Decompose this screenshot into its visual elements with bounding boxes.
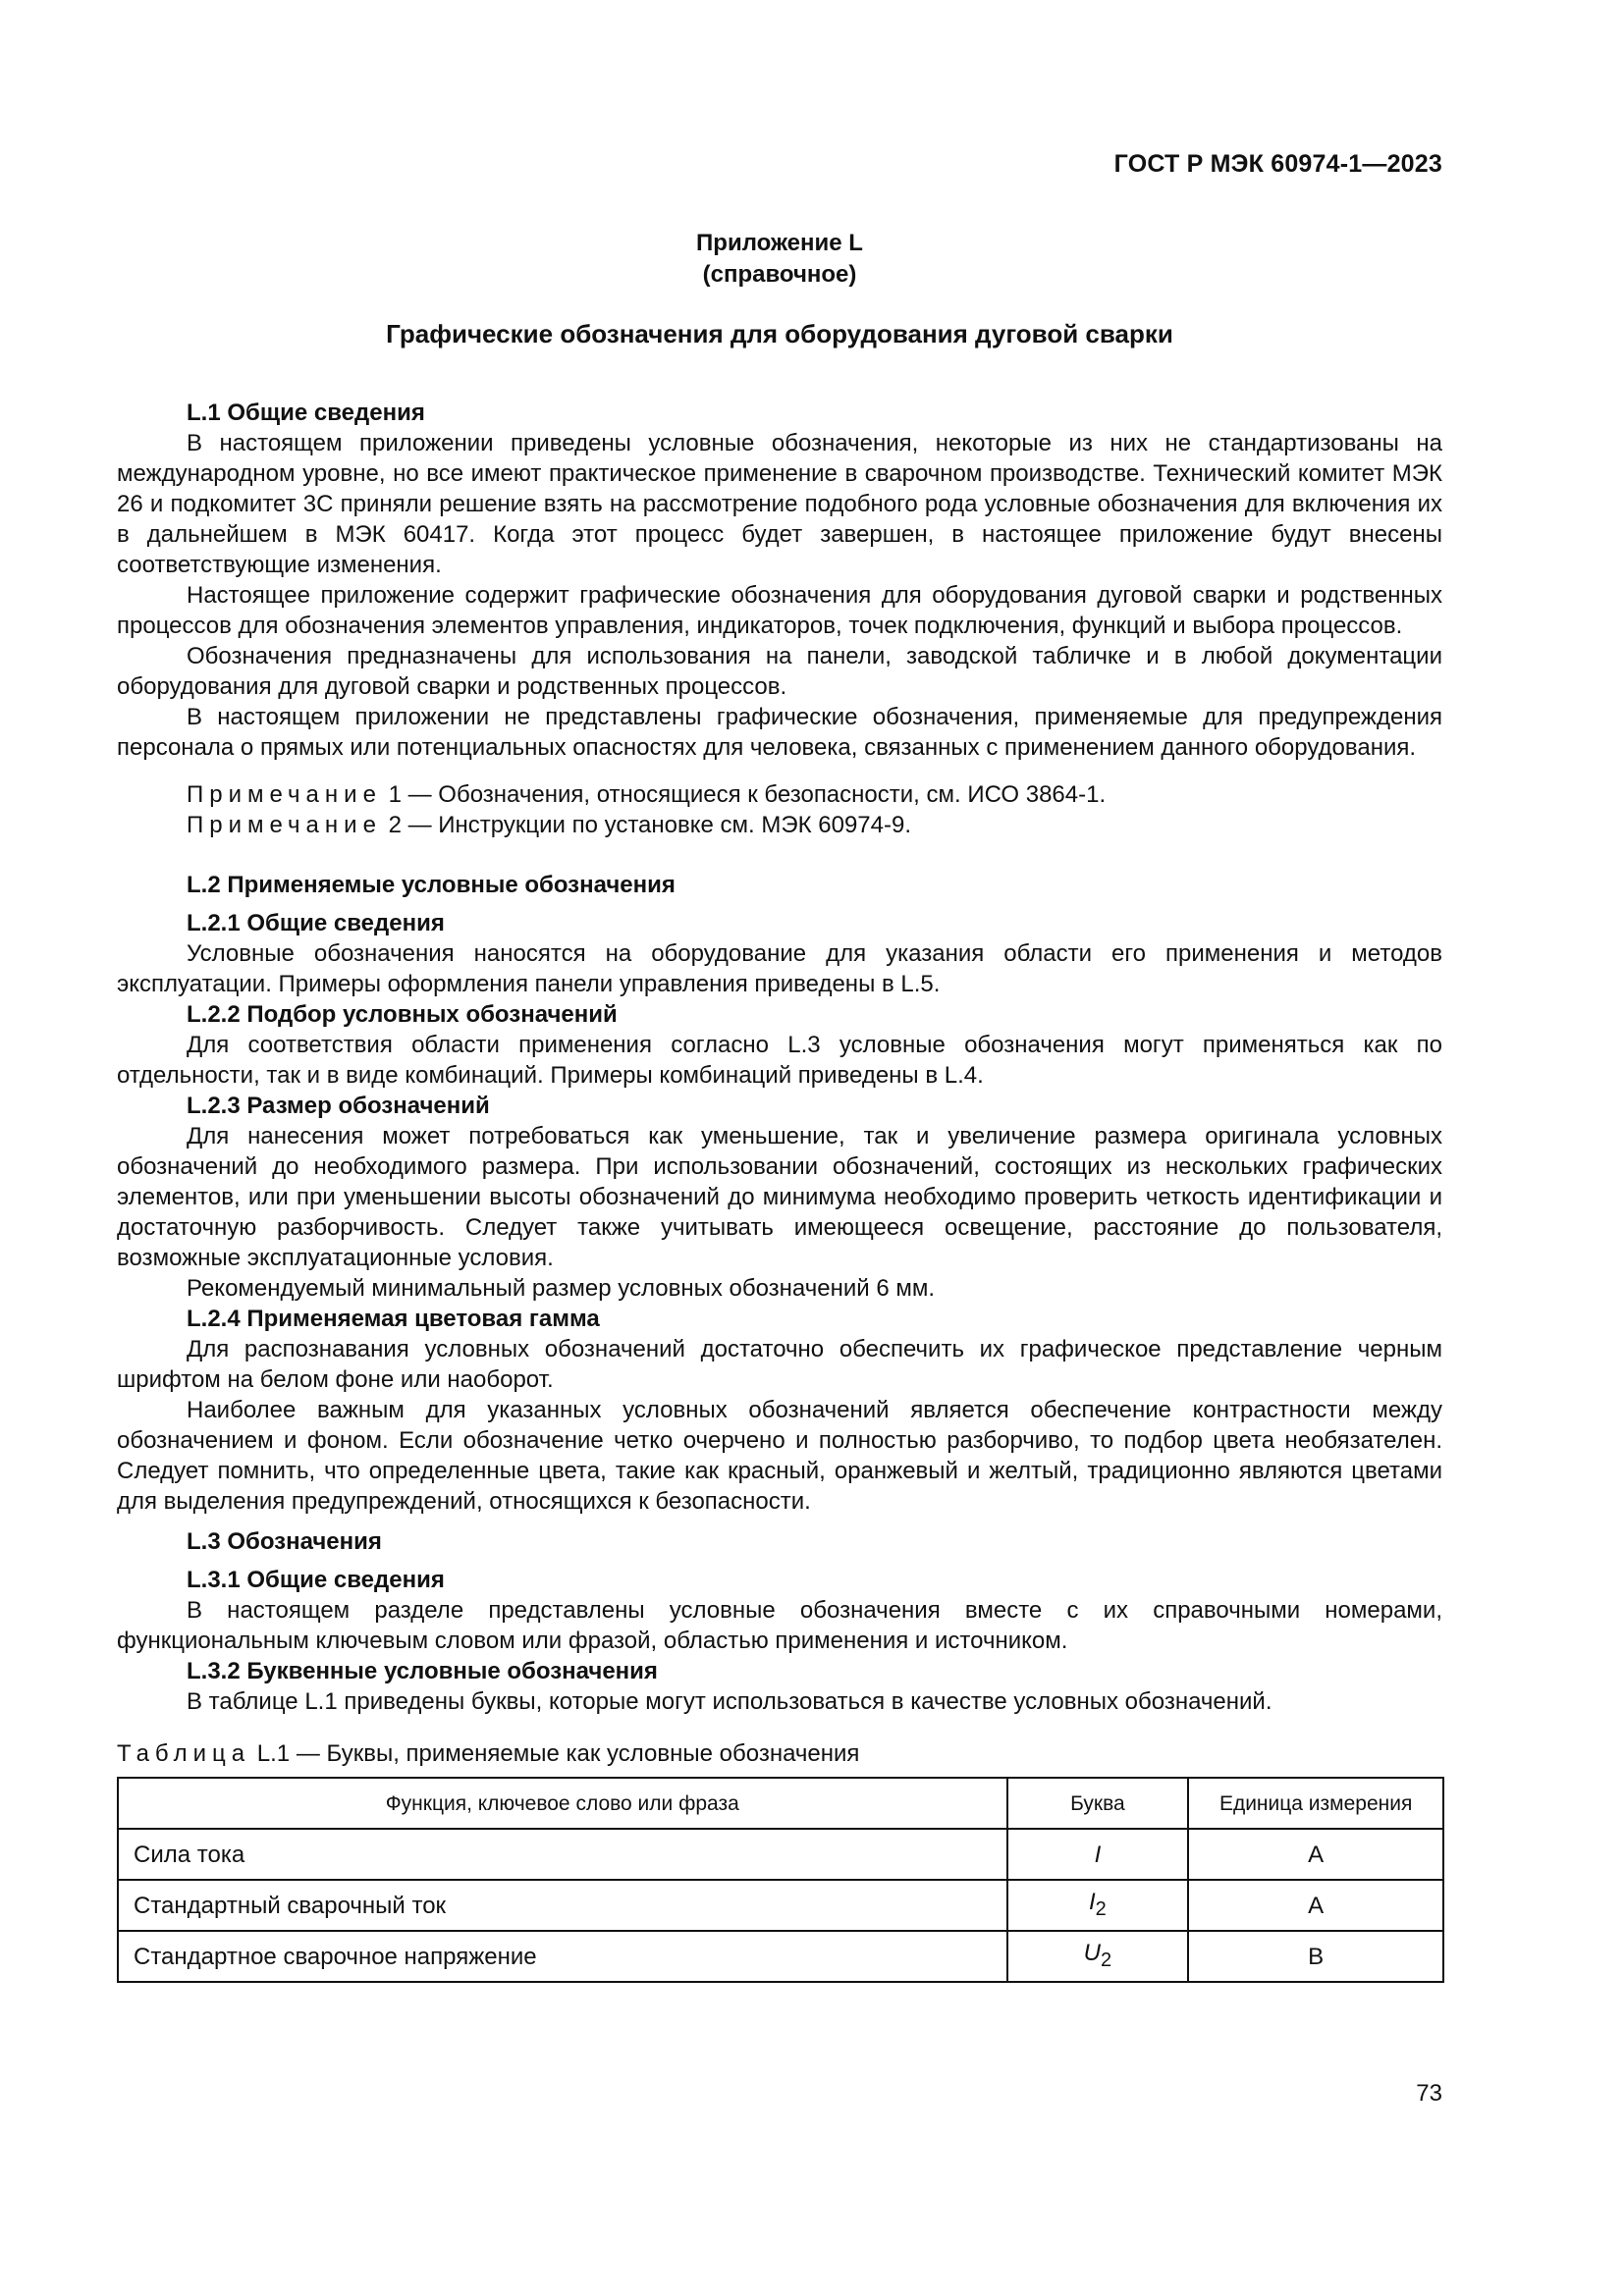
subsection-heading: L.2.3 Размер обозначений xyxy=(187,1093,490,1119)
function-cell: Стандартный сварочный ток xyxy=(118,1880,1007,1931)
table-caption-text: L.1 — Буквы, применяемые как условные обозначения xyxy=(256,1740,860,1767)
note-label: Примечание xyxy=(187,812,382,838)
annex-line1: Приложение L xyxy=(696,230,863,256)
table-caption-label: Таблица xyxy=(117,1740,251,1767)
column-header-letter: Буква xyxy=(1007,1778,1189,1829)
unit-cell: А xyxy=(1188,1880,1443,1931)
annex-label xyxy=(117,228,1442,291)
section-heading: L.1 Общие сведения xyxy=(187,400,425,426)
subsection-heading: L.3.1 Общие сведения xyxy=(187,1567,445,1593)
table-header-row xyxy=(118,1778,1443,1829)
letter-cell xyxy=(1007,1829,1189,1880)
paragraph: В таблице L.1 приведены буквы, которые могут использоваться в качестве условных обозначений. xyxy=(187,1688,1272,1715)
letter-subscript: 2 xyxy=(1095,1897,1107,1920)
paragraph: В настоящем разделе представлены условные обозначения вместе с их справочными номерами, функциональным ключевым словом или фразой, областью применения и источником. xyxy=(117,1597,1442,1654)
note-label: Примечание xyxy=(187,781,382,808)
subsection-heading: L.2.2 Подбор условных обозначений xyxy=(187,1001,618,1028)
table-row xyxy=(118,1829,1443,1880)
table-row xyxy=(118,1880,1443,1931)
note xyxy=(117,779,1442,810)
page-number: 73 xyxy=(1416,2080,1442,2107)
function-cell: Стандартное сварочное напряжение xyxy=(118,1931,1007,1982)
table-row xyxy=(118,1931,1443,1982)
unit-cell: А xyxy=(1188,1829,1443,1880)
letter-cell xyxy=(1007,1931,1189,1982)
column-header-unit: Единица измерения xyxy=(1188,1778,1443,1829)
note-text: 1 — Обозначения, относящиеся к безопасности, см. ИСО 3864-1. xyxy=(388,781,1107,808)
standard-designation: ГОСТ Р МЭК 60974-1—2023 xyxy=(1113,150,1442,178)
note xyxy=(117,810,1442,840)
table-caption xyxy=(117,1738,1442,1769)
letter-symbol: I xyxy=(1089,1888,1096,1915)
annex-title: Графические обозначения для оборудования дуговой сварки xyxy=(386,319,1173,348)
paragraph: Условные обозначения наносятся на оборудование для указания области его применения и методов эксплуатации. Примеры оформления панели управления приведены в L.5. xyxy=(117,940,1442,997)
document-body xyxy=(117,398,1442,1983)
note-text: 2 — Инструкции по установке см. МЭК 60974-9. xyxy=(388,812,911,838)
letters-table xyxy=(117,1777,1444,1983)
letter-subscript: 2 xyxy=(1101,1949,1112,1971)
paragraph: Рекомендуемый минимальный размер условных обозначений 6 мм. xyxy=(187,1275,936,1302)
subsection-heading: L.2.4 Применяемая цветовая гамма xyxy=(187,1306,600,1332)
paragraph: Для соответствия области применения согласно L.3 условные обозначения могут применяться как по отдельности, так и в виде комбинаций. Примеры комбинаций приведены в L.4. xyxy=(117,1032,1442,1089)
paragraph: В настоящем приложении не представлены графические обозначения, применяемые для предупреждения персонала о прямых или потенциальных опасностях для человека, связанных с применением данного оборудования. xyxy=(117,704,1442,761)
letter-cell xyxy=(1007,1880,1189,1931)
unit-cell: В xyxy=(1188,1931,1443,1982)
section-heading: L.2 Применяемые условные обозначения xyxy=(187,872,676,898)
paragraph: Обозначения предназначены для использования на панели, заводской табличке и в любой документации оборудования для дуговой сварки и родственных процессов. xyxy=(117,643,1442,700)
section-heading: L.3 Обозначения xyxy=(187,1528,382,1555)
paragraph: Для нанесения может потребоваться как уменьшение, так и увеличение размера оригинала условных обозначений до необходимого размера. При использовании обозначений, состоящих из нескольких графических элементов, или при уменьшении высоты обозначений до минимума необходимо проверить четкость идентификации и достаточную разборчивость. Следует также учитывать имеющееся освещение, расстояние до пользователя, возможные эксплуатационные условия. xyxy=(117,1123,1442,1271)
subsection-heading: L.2.1 Общие сведения xyxy=(187,910,445,936)
letter-symbol: I xyxy=(1094,1841,1102,1868)
annex-line2: (справочное) xyxy=(702,261,857,288)
function-cell: Сила тока xyxy=(118,1829,1007,1880)
column-header-function: Функция, ключевое слово или фраза xyxy=(118,1778,1007,1829)
paragraph: Для распознавания условных обозначений достаточно обеспечить их графическое представление черным шрифтом на белом фоне или наоборот. xyxy=(117,1336,1442,1393)
letter-symbol: U xyxy=(1083,1939,1102,1966)
paragraph: В настоящем приложении приведены условные обозначения, некоторые из них не стандартизованы на международном уровне, но все имеют практическое применение в сварочном производстве. Технический комитет МЭК 26 и подкомитет 3С приняли решение взять на рассмотрение подобного рода условные обозначения для включения их в дальнейшем в МЭК 60417. Когда этот процесс будет завершен, в настоящее приложение будут внесены соответствующие изменения. xyxy=(117,430,1442,578)
subsection-heading: L.3.2 Буквенные условные обозначения xyxy=(187,1658,658,1684)
paragraph: Наиболее важным для указанных условных обозначений является обеспечение контрастности между обозначением и фоном. Если обозначение четко очерчено и полностью разборчиво, то подбор цвета необязателен. Следует помнить, что определенные цвета, такие как красный, оранжевый и желтый, традиционно являются цветами для выделения предупреждений, относящихся к безопасности. xyxy=(117,1397,1442,1515)
paragraph: Настоящее приложение содержит графические обозначения для оборудования дуговой сварки и родственных процессов для обозначения элементов управления, индикаторов, точек подключения, функций и выбора процессов. xyxy=(117,582,1442,639)
